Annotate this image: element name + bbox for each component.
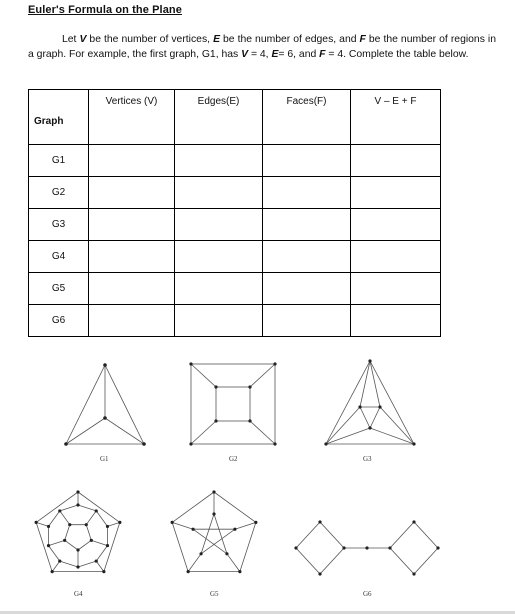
answer-cell[interactable] [351,241,441,273]
answer-cell[interactable] [351,177,441,209]
table-row [29,273,441,305]
text-run: = 4, [248,49,272,60]
answer-cell[interactable] [351,145,441,177]
row-label: G1 [29,145,89,177]
euler-table [28,89,441,337]
column-header-euler: V – E + F [351,90,441,145]
graph-g1 [60,360,150,450]
var-v: V [79,34,87,45]
answer-cell[interactable] [263,145,351,177]
answer-cell[interactable] [175,145,263,177]
answer-cell[interactable] [263,177,351,209]
var-f: F [319,49,326,60]
text-run: be the number of vertices, [86,34,214,45]
answer-cell[interactable] [351,273,441,305]
answer-cell[interactable] [263,209,351,241]
graph-column-header: Graph [29,90,89,145]
figure-label: G1 [100,455,109,463]
figure-label: G5 [210,590,219,598]
var-e: E [271,49,279,60]
table-header-row [29,90,441,145]
row-label: G5 [29,273,89,305]
graph-g2 [187,360,279,450]
answer-cell[interactable] [89,273,175,305]
answer-cell[interactable] [175,273,263,305]
figure-label: G4 [74,590,83,598]
var-v: V [241,49,249,60]
figure-label: G2 [229,455,238,463]
table-row [29,145,441,177]
answer-cell[interactable] [263,273,351,305]
text-run: Let [62,34,80,45]
row-label: G4 [29,241,89,273]
table-row [29,177,441,209]
text-run: = 6, and [278,49,320,60]
graph-figures [0,340,515,614]
text-run: be the number of regions in a graph. For example, the first graph, G1, has [28,34,497,60]
answer-cell[interactable] [175,241,263,273]
answer-cell[interactable] [351,305,441,337]
answer-cell[interactable] [89,241,175,273]
text-run: = 4. Complete the table below. [325,49,469,60]
answer-cell[interactable] [263,241,351,273]
column-header-faces: Faces(F) [263,90,351,145]
row-label: G6 [29,305,89,337]
answer-cell[interactable] [89,209,175,241]
instructions-paragraph [28,32,496,62]
column-header-vertices: Vertices (V) [89,90,175,145]
row-label: G2 [29,177,89,209]
var-f: F [359,34,366,45]
column-header-edges: Edges(E) [175,90,263,145]
var-e: E [213,34,220,45]
graph-g3 [322,358,418,450]
answer-cell[interactable] [89,305,175,337]
answer-cell[interactable] [89,145,175,177]
row-label: G3 [29,209,89,241]
graph-g5 [166,488,262,584]
figure-label: G3 [363,455,372,463]
text-run: be the number of edges, and [220,34,360,45]
answer-cell[interactable] [175,177,263,209]
table-row [29,241,441,273]
answer-cell[interactable] [263,305,351,337]
table-row [29,209,441,241]
graph-g6 [292,512,442,584]
answer-cell[interactable] [351,209,441,241]
answer-cell[interactable] [175,305,263,337]
page-title: Euler's Formula on the Plane [28,4,182,16]
answer-cell[interactable] [175,209,263,241]
answer-cell[interactable] [89,177,175,209]
graph-g4 [30,488,126,584]
table-row [29,305,441,337]
figure-label: G6 [363,590,372,598]
